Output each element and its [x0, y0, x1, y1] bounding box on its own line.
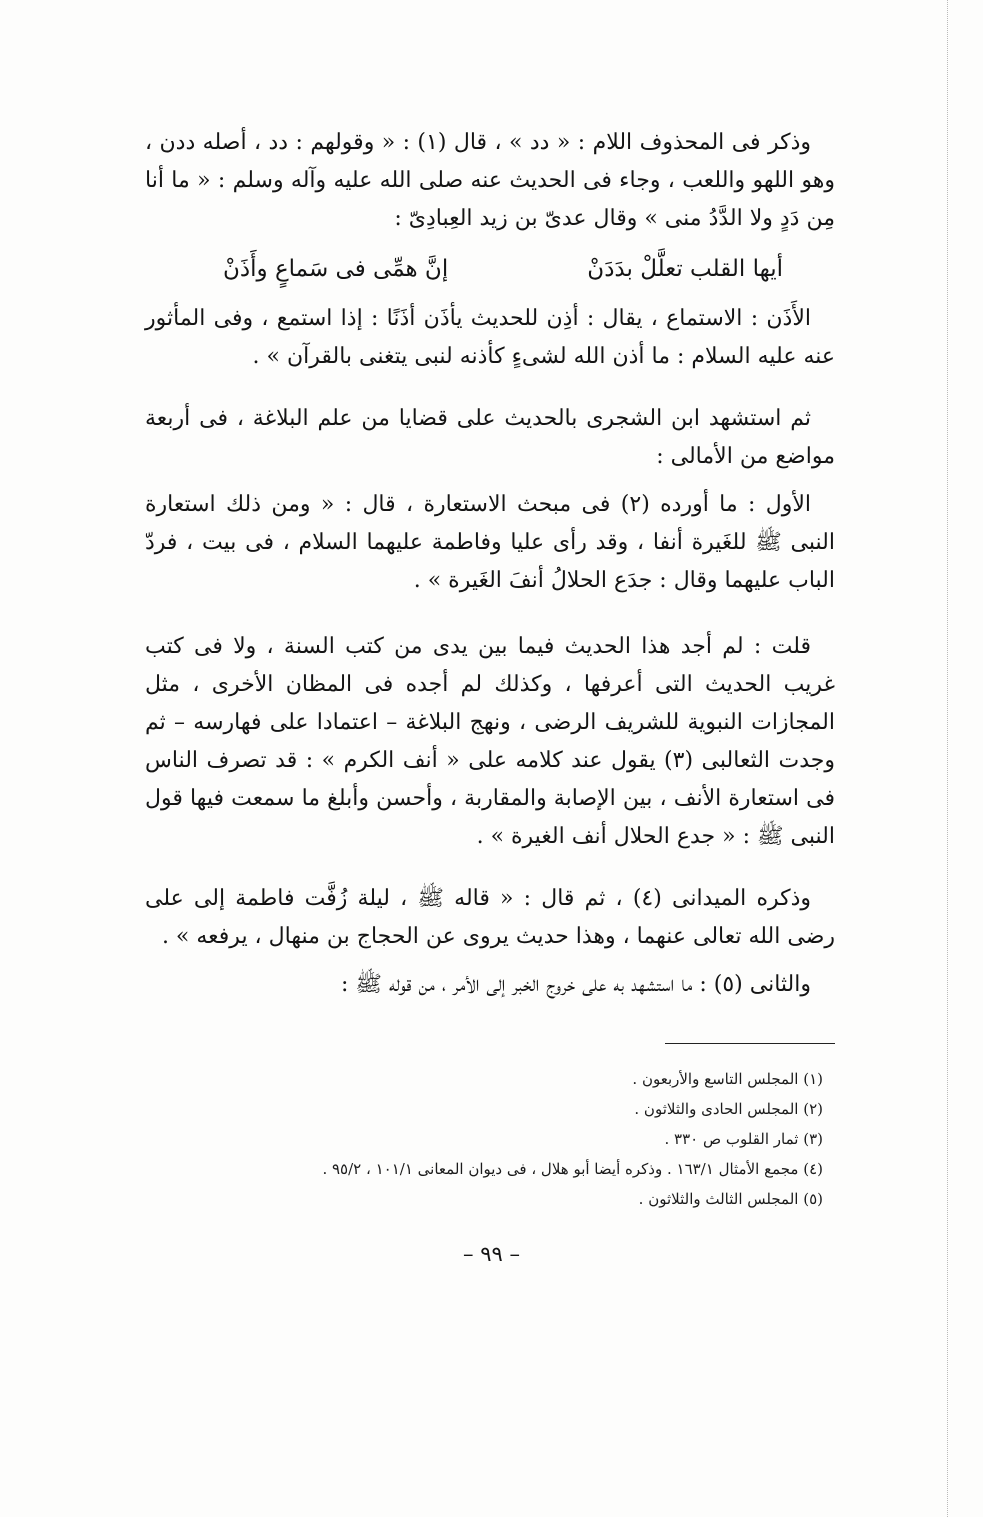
paragraph-7-text: والثانى (٥) : ما استشهد به على خروج الخبر إلى الأمر ، من قوله ﷺ :: [341, 972, 811, 997]
paragraph-3-text: ثم استشهد ابن الشجرى بالحديث على قضايا من علم البلاغة ، فى أربعة مواضع من الأمالى :: [145, 406, 835, 469]
paragraph-6: [145, 880, 835, 956]
verse-second-hemistich: إنَّ همِّى فى سَماعٍ وأَذَنْ: [223, 256, 449, 282]
footnote-1: (١) المجلس التاسع والأربعون .: [632, 1070, 823, 1088]
paragraph-2: [145, 300, 835, 376]
footnote-2: (٢) المجلس الحادى والثلاثون .: [634, 1100, 823, 1118]
paragraph-6-text: وذكره الميدانى (٤) ، ثم قال : « قاله ﷺ ، ليلة زُفَّت فاطمة إلى على رضى الله تعالى عنهما ، وهذا حديث يروى عن الحجاج بن منهال ، يرفعه » .: [145, 886, 835, 949]
verse-first-hemistich: أيها القلب تعلَّلْ بدَدَنْ: [587, 256, 783, 282]
paragraph-4-text: الأول : ما أورده (٢) فى مبحث الاستعارة ، قال : « ومن ذلك استعارة النبى ﷺ للغَيرة أنفا ، وقد رأى عليا وفاطمة عليهما السلام ، فى بيت ، فردّ الباب عليهما وقال : جدَع الحلالُ أنفَ الغَيرة » .: [145, 492, 835, 593]
paragraph-1-text: وذكر فى المحذوف اللام : « دد » ، قال (١) : « وقولهم : دد ، أصله ددن ، وهو اللهو واللعب ، وجاء فى الحديث عنه صلى الله عليه وآله وسلم : « ما أنا مِن دَدٍ ولا الدَّدُ منى » وقال عدىّ بن زيد العِبادِىّ :: [145, 130, 835, 231]
scan-edge-line: [947, 0, 948, 1517]
paragraph-1: [145, 124, 835, 238]
footnotes: [173, 1064, 823, 1214]
paragraph-2-text: الأَذَن : الاستماع ، يقال : أذِن للحديث يأذَن أذَنًا : إذا استمع ، وفى المأثور عنه عليه السلام : ما أذن الله لشىءٍ كأذنه لنبى يتغنى بالقرآن » .: [145, 306, 835, 369]
footnote-3: (٣) ثمار القلوب ص ٣٣٠ .: [664, 1130, 823, 1148]
footnote-5: (٥) المجلس الثالث والثلاثون .: [638, 1190, 823, 1208]
footnote-4: (٤) مجمع الأمثال ١٦٣/١ . وذكره أيضا أبو هلال ، فى ديوان المعانى ١٠١/١ ، ٩٥/٢ .: [322, 1160, 823, 1178]
paragraph-4: [145, 486, 835, 600]
poetry-verse: [223, 250, 783, 288]
page-number: – ٩٩ –: [463, 1242, 520, 1266]
paragraph-3: [145, 400, 835, 476]
footnote-separator: [665, 1043, 835, 1044]
paragraph-7: [145, 966, 835, 1004]
paragraph-5: [145, 628, 835, 856]
paragraph-5-text: قلت : لم أجد هذا الحديث فيما بين يدى من كتب السنة ، ولا فى كتب غريب الحديث التى أعرفها ، وكذلك لم أجده فى المظان الأخرى ، مثل المجازات النبوية للشريف الرضى ، ونهج البلاغة – اعتمادا على فهارسه – ثم وجدت الثعالبى (٣) يقول عند كلامه على « أنف الكرم » : قد تصرف الناس فى استعارة الأنف ، بين الإصابة والمقاربة ، وأحسن وأبلغ ما سمعت فيها قول النبى ﷺ : « جدع الحلال أنف الغيرة » .: [145, 634, 835, 849]
